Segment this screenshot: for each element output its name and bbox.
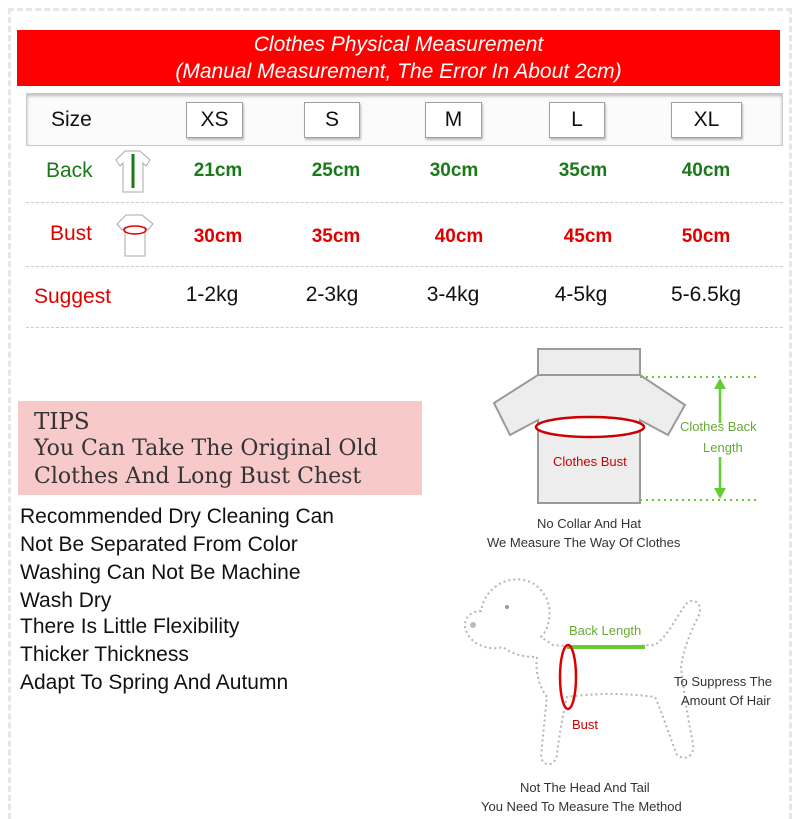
note-line: Not Be Separated From Color — [20, 533, 298, 556]
bust-s: 35cm — [311, 226, 361, 247]
back-xl: 40cm — [681, 160, 731, 181]
back-label: Back — [46, 159, 93, 182]
row-divider — [26, 202, 783, 203]
size-xl: XL — [671, 102, 742, 138]
bust-xl: 50cm — [681, 226, 731, 247]
note-line: Thicker Thickness — [20, 643, 189, 666]
bust-l: 45cm — [563, 226, 613, 247]
back-s: 25cm — [311, 160, 361, 181]
bust-label: Bust — [50, 222, 93, 245]
shirt-back-length-label: Clothes Back — [680, 419, 757, 434]
title-banner — [17, 30, 780, 86]
dog-hair-label-1: To Suppress The — [674, 674, 773, 689]
note-line: Recommended Dry Cleaning Can — [20, 505, 334, 528]
tips-line-2: Clothes And Long Bust Chest — [34, 464, 362, 489]
shirt-caption-1: No Collar And Hat — [537, 516, 642, 531]
shirt-bust-icon — [112, 212, 158, 260]
dog-caption-1: Not The Head And Tail — [520, 780, 650, 795]
suggest-xl: 5-6.5kg — [670, 283, 742, 306]
size-label: Size — [51, 108, 92, 131]
note-line: Wash Dry — [20, 589, 112, 612]
row-divider — [26, 327, 783, 328]
back-l: 35cm — [558, 160, 608, 181]
tips-title: TIPS — [34, 409, 90, 435]
suggest-s: 2-3kg — [305, 283, 359, 306]
suggest-l: 4-5kg — [554, 283, 608, 306]
note-line: Adapt To Spring And Autumn — [20, 671, 289, 694]
suggest-label: Suggest — [34, 285, 112, 308]
suggest-m: 3-4kg — [426, 283, 480, 306]
back-xs: 21cm — [193, 160, 243, 181]
banner-title: Clothes Physical Measurement — [253, 33, 544, 56]
note-line: Washing Can Not Be Machine — [20, 561, 301, 584]
bust-xs: 30cm — [193, 226, 243, 247]
tips-box — [18, 401, 422, 495]
size-s: S — [304, 102, 360, 138]
dog-back-length-label: Back Length — [569, 623, 642, 638]
tips-line-1: You Can Take The Original Old — [34, 436, 378, 461]
shirt-caption-2: We Measure The Way Of Clothes — [487, 535, 681, 550]
shirt-back-length-label-2: Length — [703, 440, 743, 455]
size-m: M — [425, 102, 482, 138]
size-l: L — [549, 102, 605, 138]
size-header-row — [26, 93, 783, 146]
shirt-back-icon — [112, 148, 154, 196]
dog-hair-label-2: Amount Of Hair — [681, 693, 771, 708]
dog-bust-label: Bust — [572, 717, 599, 732]
bust-m: 40cm — [434, 226, 484, 247]
note-line: There Is Little Flexibility — [20, 615, 240, 638]
size-xs: XS — [186, 102, 243, 138]
back-m: 30cm — [429, 160, 479, 181]
shirt-bust-label: Clothes Bust — [553, 454, 627, 469]
dog-caption-2: You Need To Measure The Method — [481, 799, 682, 814]
banner-subtitle: (Manual Measurement, The Error In About 2cm) — [175, 60, 622, 83]
care-notes — [20, 503, 420, 697]
row-divider — [26, 266, 783, 267]
suggest-xs: 1-2kg — [185, 283, 239, 306]
